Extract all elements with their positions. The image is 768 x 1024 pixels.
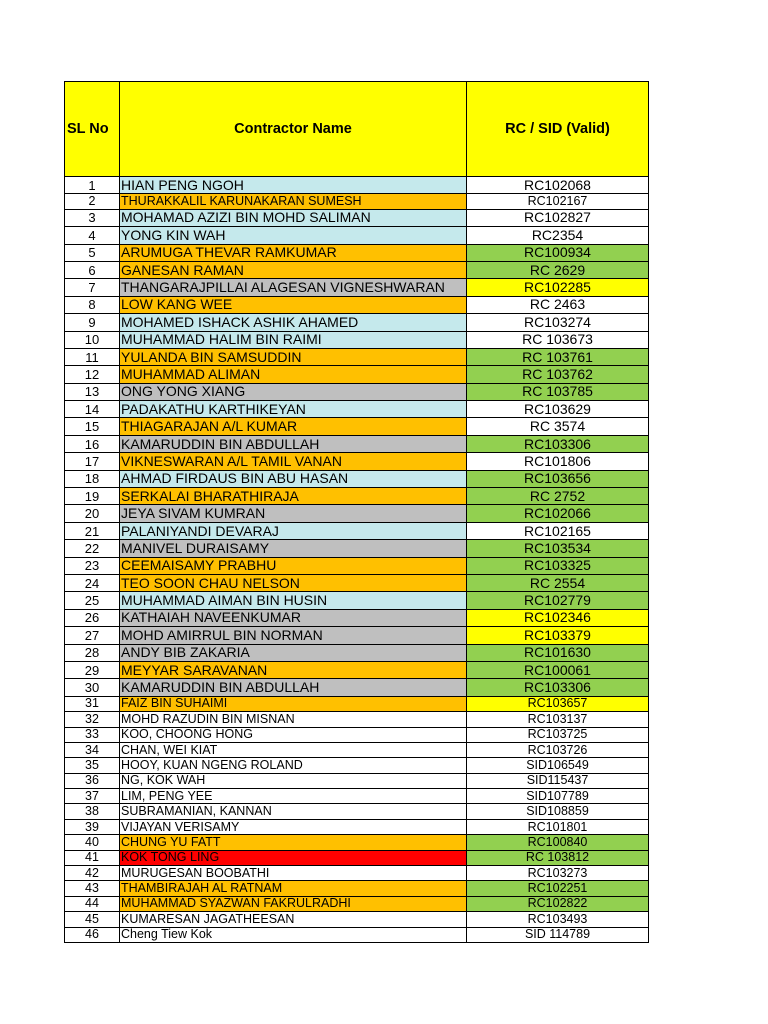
rc-sid-cell: RC102068 [467,177,649,194]
rc-sid-cell: RC102827 [467,209,649,226]
sl-no-cell: 17 [65,453,120,470]
sl-no-cell: 35 [65,758,120,773]
table-row [65,435,649,452]
rc-sid-cell: RC103656 [467,470,649,487]
contractor-name-cell: CEEMAISAMY PRABHU [120,557,467,574]
rc-sid-cell: RC102066 [467,505,649,522]
rc-sid-cell: RC2354 [467,227,649,244]
rc-sid-cell: RC101801 [467,819,649,834]
contractor-name-cell: SERKALAI BHARATHIRAJA [120,488,467,505]
contractor-name-cell: MUHAMMAD SYAZWAN FAKRULRADHI [120,896,467,911]
rc-sid-cell: RC101806 [467,453,649,470]
contractor-name-cell: MOHAMED ISHACK ASHIK AHAMED [120,314,467,331]
table-row [65,522,649,539]
sl-no-cell: 23 [65,557,120,574]
header-row [65,82,649,177]
rc-sid-cell: RC100934 [467,244,649,261]
table-row [65,574,649,591]
sl-no-cell: 20 [65,505,120,522]
contractor-name-cell: MUHAMMAD AIMAN BIN HUSIN [120,592,467,609]
sl-no-cell: 36 [65,773,120,788]
table-row [65,927,649,942]
sl-no-cell: 13 [65,383,120,400]
rc-sid-cell: RC103379 [467,627,649,644]
table-row [65,505,649,522]
table-row [65,296,649,313]
table-row [65,418,649,435]
table-row [65,609,649,626]
contractor-name-cell: MOHAMAD AZIZI BIN MOHD SALIMAN [120,209,467,226]
header-rc-sid: RC / SID (Valid) [467,82,649,177]
sl-no-cell: 7 [65,279,120,296]
table-row [65,835,649,850]
rc-sid-cell: RC103493 [467,912,649,927]
rc-sid-cell: RC 103812 [467,850,649,865]
sl-no-cell: 26 [65,609,120,626]
table-row [65,348,649,365]
rc-sid-cell: RC103306 [467,679,649,696]
contractor-name-cell: JEYA SIVAM KUMRAN [120,505,467,522]
table-row [65,209,649,226]
rc-sid-cell: RC 2554 [467,574,649,591]
rc-sid-cell: SID108859 [467,804,649,819]
rc-sid-cell: RC103534 [467,540,649,557]
rc-sid-cell: RC 3574 [467,418,649,435]
contractor-name-cell: KOO, CHOONG HONG [120,727,467,742]
contractor-name-cell: THIAGARAJAN A/L KUMAR [120,418,467,435]
contractor-name-cell: YULANDA BIN SAMSUDDIN [120,348,467,365]
contractor-table [64,81,649,943]
rc-sid-cell: RC 103785 [467,383,649,400]
rc-sid-cell: RC100061 [467,661,649,678]
table-body [65,177,649,943]
table-row [65,261,649,278]
sl-no-cell: 9 [65,314,120,331]
sl-no-cell: 22 [65,540,120,557]
sl-no-cell: 45 [65,912,120,927]
contractor-name-cell: KUMARESAN JAGATHEESAN [120,912,467,927]
table-row [65,696,649,711]
contractor-name-cell: VIJAYAN VERISAMY [120,819,467,834]
table-row [65,881,649,896]
table-row [65,540,649,557]
contractor-name-cell: PADAKATHU KARTHIKEYAN [120,401,467,418]
sl-no-cell: 6 [65,261,120,278]
table-row [65,314,649,331]
rc-sid-cell: RC 2463 [467,296,649,313]
rc-sid-cell: RC103137 [467,712,649,727]
sl-no-cell: 44 [65,896,120,911]
sl-no-cell: 27 [65,627,120,644]
table-row [65,742,649,757]
rc-sid-cell: SID115437 [467,773,649,788]
contractor-name-cell: MUHAMMAD HALIM BIN RAIMI [120,331,467,348]
rc-sid-cell: RC 103673 [467,331,649,348]
contractor-name-cell: CHUNG YU FATT [120,835,467,850]
rc-sid-cell: SID 114789 [467,927,649,942]
contractor-name-cell: TEO SOON CHAU NELSON [120,574,467,591]
table-row [65,592,649,609]
rc-sid-cell: RC102285 [467,279,649,296]
contractor-name-cell: THAMBIRAJAH AL RATNAM [120,881,467,896]
table-row [65,712,649,727]
contractor-name-cell: FAIZ BIN SUHAIMI [120,696,467,711]
rc-sid-cell: RC103725 [467,727,649,742]
contractor-name-cell: KATHAIAH NAVEENKUMAR [120,609,467,626]
sl-no-cell: 30 [65,679,120,696]
rc-sid-cell: SID107789 [467,789,649,804]
rc-sid-cell: RC 2752 [467,488,649,505]
table-row [65,912,649,927]
sl-no-cell: 12 [65,366,120,383]
table-row [65,627,649,644]
table-row [65,279,649,296]
rc-sid-cell: RC102779 [467,592,649,609]
rc-sid-cell: RC 103762 [467,366,649,383]
contractor-name-cell: HIAN PENG NGOH [120,177,467,194]
sl-no-cell: 19 [65,488,120,505]
contractor-name-cell: GANESAN RAMAN [120,261,467,278]
rc-sid-cell: RC103325 [467,557,649,574]
table-row [65,177,649,194]
sl-no-cell: 24 [65,574,120,591]
rc-sid-cell: RC 2629 [467,261,649,278]
table-row [65,773,649,788]
contractor-name-cell: MOHD AMIRRUL BIN NORMAN [120,627,467,644]
header-sl-no: SL No [65,82,120,177]
table-row [65,227,649,244]
sl-no-cell: 2 [65,194,120,209]
table-row [65,644,649,661]
table-row [65,366,649,383]
sl-no-cell: 40 [65,835,120,850]
sl-no-cell: 5 [65,244,120,261]
contractor-name-cell: YONG KIN WAH [120,227,467,244]
sl-no-cell: 37 [65,789,120,804]
table-row [65,470,649,487]
header-contractor-name: Contractor Name [120,82,467,177]
contractor-name-cell: MOHD RAZUDIN BIN MISNAN [120,712,467,727]
sl-no-cell: 46 [65,927,120,942]
sl-no-cell: 33 [65,727,120,742]
table-row [65,557,649,574]
contractor-name-cell: THANGARAJPILLAI ALAGESAN VIGNESHWARAN [120,279,467,296]
contractor-name-cell: ARUMUGA THEVAR RAMKUMAR [120,244,467,261]
table-row [65,866,649,881]
table-row [65,727,649,742]
rc-sid-cell: RC103726 [467,742,649,757]
contractor-name-cell: CHAN, WEI KIAT [120,742,467,757]
sl-no-cell: 16 [65,435,120,452]
rc-sid-cell: RC102346 [467,609,649,626]
rc-sid-cell: RC101630 [467,644,649,661]
sl-no-cell: 41 [65,850,120,865]
sl-no-cell: 38 [65,804,120,819]
sl-no-cell: 34 [65,742,120,757]
rc-sid-cell: RC102251 [467,881,649,896]
contractor-name-cell: NG, KOK WAH [120,773,467,788]
table-row [65,789,649,804]
table-row [65,453,649,470]
sl-no-cell: 21 [65,522,120,539]
contractor-name-cell: PALANIYANDI DEVARAJ [120,522,467,539]
contractor-name-cell: LOW KANG WEE [120,296,467,313]
sl-no-cell: 4 [65,227,120,244]
contractor-name-cell: LIM, PENG YEE [120,789,467,804]
rc-sid-cell: RC103274 [467,314,649,331]
rc-sid-cell: RC102165 [467,522,649,539]
sl-no-cell: 11 [65,348,120,365]
rc-sid-cell: RC100840 [467,835,649,850]
table-row [65,194,649,209]
contractor-name-cell: AHMAD FIRDAUS BIN ABU HASAN [120,470,467,487]
sl-no-cell: 32 [65,712,120,727]
sl-no-cell: 43 [65,881,120,896]
sl-no-cell: 39 [65,819,120,834]
contractor-name-cell: MANIVEL DURAISAMY [120,540,467,557]
contractor-name-cell: ANDY BIB ZAKARIA [120,644,467,661]
sl-no-cell: 31 [65,696,120,711]
table-row [65,244,649,261]
rc-sid-cell: RC102167 [467,194,649,209]
table-row [65,383,649,400]
table-row [65,896,649,911]
rc-sid-cell: RC103657 [467,696,649,711]
contractor-name-cell: Cheng Tiew Kok [120,927,467,942]
table-row [65,401,649,418]
contractor-name-cell: SUBRAMANIAN, KANNAN [120,804,467,819]
rc-sid-cell: RC102822 [467,896,649,911]
rc-sid-cell: RC103306 [467,435,649,452]
sl-no-cell: 1 [65,177,120,194]
contractor-name-cell: HOOY, KUAN NGENG ROLAND [120,758,467,773]
contractor-name-cell: VIKNESWARAN A/L TAMIL VANAN [120,453,467,470]
sl-no-cell: 25 [65,592,120,609]
sl-no-cell: 15 [65,418,120,435]
table-row [65,661,649,678]
sl-no-cell: 42 [65,866,120,881]
table-row [65,850,649,865]
table-row [65,679,649,696]
table-row [65,331,649,348]
contractor-name-cell: KAMARUDDIN BIN ABDULLAH [120,679,467,696]
sl-no-cell: 14 [65,401,120,418]
contractor-name-cell: MUHAMMAD ALIMAN [120,366,467,383]
contractor-name-cell: ONG YONG XIANG [120,383,467,400]
contractor-name-cell: MURUGESAN BOOBATHI [120,866,467,881]
sl-no-cell: 8 [65,296,120,313]
sl-no-cell: 3 [65,209,120,226]
contractor-name-cell: THURAKKALIL KARUNAKARAN SUMESH [120,194,467,209]
rc-sid-cell: RC 103761 [467,348,649,365]
rc-sid-cell: SID106549 [467,758,649,773]
rc-sid-cell: RC103629 [467,401,649,418]
contractor-name-cell: MEYYAR SARAVANAN [120,661,467,678]
sl-no-cell: 10 [65,331,120,348]
table-row [65,819,649,834]
table-row [65,758,649,773]
sl-no-cell: 18 [65,470,120,487]
table-row [65,804,649,819]
contractor-name-cell: KOK TONG LING [120,850,467,865]
table-row [65,488,649,505]
sl-no-cell: 29 [65,661,120,678]
contractor-name-cell: KAMARUDDIN BIN ABDULLAH [120,435,467,452]
rc-sid-cell: RC103273 [467,866,649,881]
sl-no-cell: 28 [65,644,120,661]
